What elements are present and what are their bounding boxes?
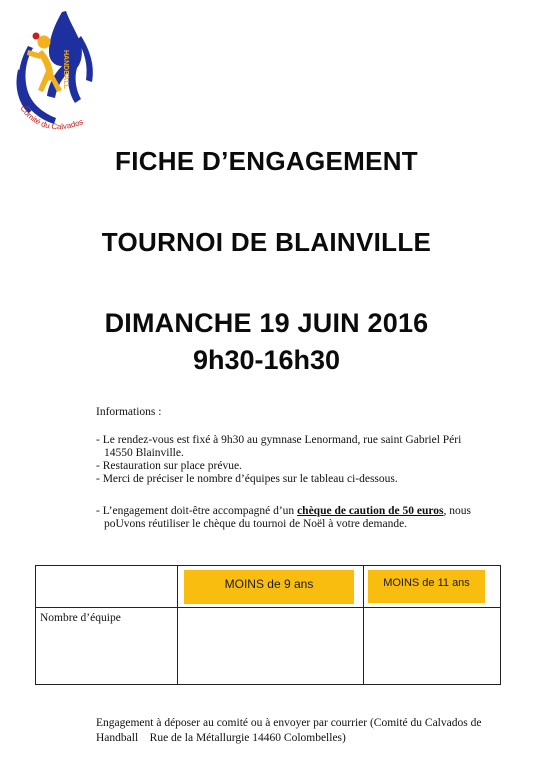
cell-under9-count[interactable] xyxy=(178,608,364,685)
engagement-table xyxy=(35,565,501,685)
footer-line2: Handball Rue de la Métallurgie 14460 Colombelles) xyxy=(96,732,346,744)
event-hours: 9h30-16h30 xyxy=(192,345,341,375)
info-item-restauration: - Restauration sur place prévue. xyxy=(96,460,242,472)
header-under9: MOINS de 9 ans xyxy=(184,570,354,604)
caution-note xyxy=(96,505,506,531)
info-item-equipes: - Merci de préciser le nombre d’équipes sur le tableau ci-dessous. xyxy=(96,473,398,485)
event-date: DIMANCHE 19 JUIN 2016 xyxy=(104,308,429,338)
header-cell-under9 xyxy=(178,566,364,608)
header-cell-under11 xyxy=(364,566,501,608)
header-under11: MOINS de 11 ans xyxy=(368,570,485,603)
table-header-row xyxy=(36,566,501,608)
caution-text-after: , nous xyxy=(443,505,471,517)
row-label: Nombre d’équipe xyxy=(40,612,121,624)
cell-under11-count[interactable] xyxy=(364,608,501,685)
info-list xyxy=(96,434,506,486)
event-name: TOURNOI DE BLAINVILLE xyxy=(101,227,432,257)
row-label-cell xyxy=(36,608,178,685)
handball-comite-logo-icon xyxy=(6,6,106,148)
logo-vertical-text: HANDBALL xyxy=(62,50,69,89)
info-label: Informations : xyxy=(96,406,162,418)
info-item-rendezvous: - Le rendez-vous est fixé à 9h30 au gymnase Lenormand, rue saint Gabriel Péri xyxy=(96,434,462,446)
table-row xyxy=(36,608,501,685)
caution-text-line2: poUvons réutiliser le chèque du tournoi de Noël à votre demande. xyxy=(104,518,408,530)
footer-note xyxy=(96,716,516,746)
table-corner-cell xyxy=(36,566,178,608)
logo-curved-text: Comité du Calvados xyxy=(18,103,85,132)
caution-amount: chèque de caution de 50 euros xyxy=(297,505,444,517)
caution-text-before: - L’engagement doit-être accompagné d’un xyxy=(96,505,298,517)
info-item-rendezvous-cont: 14550 Blainville. xyxy=(104,447,184,459)
footer-line1: Engagement à déposer au comité ou à envoyer par courrier (Comité du Calvados de xyxy=(96,717,482,729)
page-title: FICHE D’ENGAGEMENT xyxy=(115,146,418,176)
